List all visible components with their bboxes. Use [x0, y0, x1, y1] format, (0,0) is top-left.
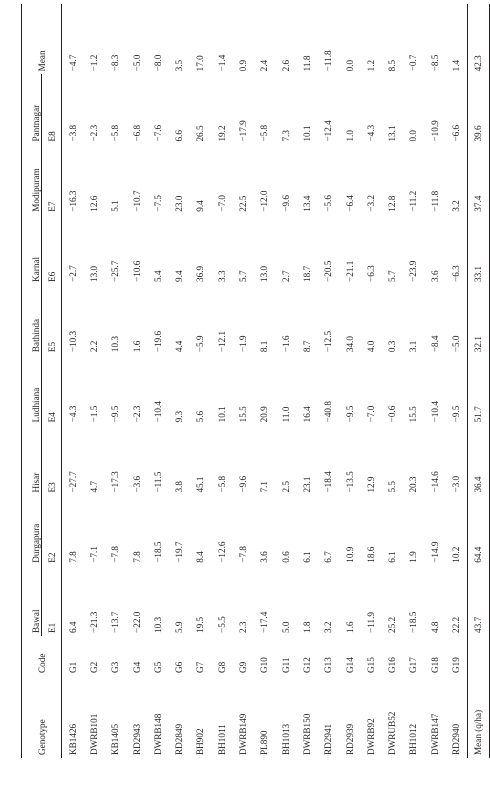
value-cell: −14.6 [429, 471, 440, 493]
value-cell: 16.4 [301, 406, 312, 423]
environment-header: E8 [46, 131, 57, 142]
code-cell: G2 [88, 661, 99, 673]
value-cell: −12.0 [259, 190, 270, 212]
value-cell: −18.5 [152, 541, 163, 563]
value-cell: −27.7 [67, 471, 78, 493]
value-cell: 5.0 [280, 621, 291, 633]
mean-cell: 1.4 [450, 59, 461, 72]
value-cell: 34.0 [344, 336, 355, 353]
value-cell: −2.7 [67, 265, 78, 282]
table-row [168, 4, 189, 758]
mean-row-value: 64.4 [473, 546, 484, 563]
value-cell: −8.4 [429, 335, 440, 353]
value-cell: −2.3 [131, 405, 142, 423]
value-cell: −7.1 [88, 546, 99, 563]
mean-row-value: 33.1 [473, 265, 484, 282]
mean-row-value: 51.7 [473, 406, 484, 423]
value-cell: 2.7 [280, 270, 291, 282]
environment-header: E2 [46, 552, 57, 563]
mean-cell: 1.2 [365, 59, 376, 72]
value-cell: 1.0 [344, 130, 355, 142]
value-cell: 6.6 [174, 130, 185, 142]
environment-header: E1 [46, 622, 57, 633]
value-cell: −7.5 [152, 195, 163, 212]
value-cell: 0.0 [408, 130, 419, 142]
value-cell: 8.7 [301, 340, 312, 353]
mean-cell: 0.0 [344, 59, 355, 72]
table-row [275, 4, 296, 758]
location-header: Ludhiana [22, 355, 42, 425]
value-cell: 20.3 [408, 476, 419, 493]
code-cell: G10 [259, 657, 270, 673]
value-cell: 12.6 [88, 195, 99, 212]
value-cell: −5.8 [216, 475, 227, 493]
value-cell: −10.9 [429, 120, 440, 142]
mean-row-value: 36.4 [473, 476, 484, 493]
value-cell: 1.6 [131, 340, 142, 353]
mean-row-label: Mean (q/ha) [473, 709, 484, 755]
location-header: Bathinda [22, 285, 42, 355]
location-header: Durgapura [22, 496, 42, 566]
value-cell: −3.6 [131, 475, 142, 493]
value-cell: −17.3 [110, 471, 121, 493]
value-cell: −11.8 [429, 190, 440, 212]
mean-cell: −0.7 [408, 54, 419, 72]
mean-row-value: 37.4 [473, 195, 484, 212]
value-cell: 5.4 [152, 270, 163, 282]
value-cell: −13.7 [110, 611, 121, 633]
value-cell: 2.5 [280, 481, 291, 493]
value-cell: 3.6 [259, 551, 270, 563]
table-row [190, 4, 211, 758]
table-row [296, 4, 317, 758]
table-row [445, 4, 467, 758]
mean-cell: 2.6 [280, 59, 291, 72]
value-cell: −7.8 [238, 546, 249, 563]
code-cell: G5 [152, 661, 163, 673]
mean-cell: −5.0 [131, 54, 142, 72]
value-cell: −5.0 [450, 335, 461, 353]
value-cell: 13.0 [259, 265, 270, 282]
genotype-cell: DWRUB52 [387, 711, 398, 755]
value-cell: 6.1 [387, 551, 398, 563]
value-cell: 3.8 [174, 481, 185, 493]
value-cell: −1.9 [238, 335, 249, 353]
table-row [403, 4, 424, 758]
value-cell: −5.5 [216, 616, 227, 633]
value-cell: −18.4 [323, 471, 334, 493]
value-cell: −17.9 [238, 120, 249, 142]
genotype-cell: RD2941 [323, 723, 334, 755]
value-cell: 5.9 [174, 621, 185, 633]
code-cell: G4 [131, 661, 142, 673]
location-header: Modipuram [22, 145, 42, 215]
value-cell: 9.4 [174, 270, 185, 282]
genotype-cell: RD2939 [344, 723, 355, 755]
genotype-cell: DWRB150 [301, 713, 312, 755]
value-cell: −19.6 [152, 330, 163, 353]
value-cell: −10.6 [131, 260, 142, 282]
value-cell: −23.9 [408, 260, 419, 282]
genotype-cell: RD2940 [450, 723, 461, 755]
mean-cell: 11.8 [301, 55, 312, 72]
value-cell: −10.4 [152, 401, 163, 423]
table-row [126, 4, 147, 758]
value-cell: 36.9 [195, 265, 206, 282]
value-cell: −5.8 [110, 124, 121, 142]
value-cell: 10.1 [216, 406, 227, 423]
table-row [318, 4, 339, 758]
value-cell: −9.6 [280, 195, 291, 212]
value-cell: −18.5 [408, 611, 419, 633]
value-cell: −21.1 [344, 260, 355, 282]
value-cell: −11.5 [152, 471, 163, 493]
value-cell: 12.9 [365, 476, 376, 493]
value-cell: 26.5 [195, 125, 206, 142]
value-cell: −10.7 [131, 190, 142, 212]
table-body [62, 4, 490, 758]
genotype-environment-table [21, 4, 490, 758]
value-cell: −12.5 [323, 330, 334, 353]
mean-cell: 2.4 [259, 59, 270, 72]
value-cell: 13.4 [301, 195, 312, 212]
value-cell: 5.1 [110, 200, 121, 212]
mean-header: Mean [36, 50, 47, 72]
value-cell: −12.1 [216, 330, 227, 353]
value-cell: 4.4 [174, 340, 185, 353]
genotype-header: Genotype [36, 719, 47, 755]
code-cell: G18 [429, 657, 440, 673]
value-cell: −3.2 [365, 195, 376, 212]
value-cell: 19.2 [216, 125, 227, 142]
genotype-cell: BH1012 [408, 723, 419, 755]
code-cell: G15 [365, 657, 376, 673]
value-cell: 18.6 [365, 546, 376, 563]
value-cell: 1.8 [301, 621, 312, 633]
value-cell: −7.0 [365, 405, 376, 423]
value-cell: −17.4 [259, 611, 270, 633]
table-header [22, 4, 62, 758]
genotype-cell: PL890 [259, 730, 270, 755]
code-cell: G9 [238, 661, 249, 673]
value-cell: 3.1 [408, 340, 419, 353]
mean-cell: −8.3 [110, 54, 121, 72]
environment-header: E5 [46, 341, 57, 353]
value-cell: −5.8 [259, 124, 270, 142]
value-cell: 5.7 [387, 270, 398, 282]
mean-cell: 0.9 [238, 59, 249, 72]
location-header: Hisar [22, 425, 42, 495]
value-cell: −21.3 [88, 611, 99, 633]
value-cell: −19.7 [174, 541, 185, 563]
value-cell: 1.6 [344, 621, 355, 633]
value-cell: 7.8 [131, 551, 142, 563]
value-cell: 23.0 [174, 195, 185, 212]
value-cell: 8.1 [259, 340, 270, 353]
value-cell: 20.9 [259, 406, 270, 423]
value-cell: 4.8 [429, 621, 440, 633]
value-cell: −12.4 [323, 120, 334, 142]
code-cell: G11 [280, 657, 291, 673]
value-cell: 6.4 [67, 621, 78, 633]
genotype-cell: DWRB101 [88, 713, 99, 755]
environment-header: E4 [46, 412, 57, 423]
value-cell: 7.8 [67, 551, 78, 563]
value-cell: 15.5 [408, 406, 419, 423]
value-cell: −7.6 [152, 124, 163, 142]
value-cell: 11.0 [280, 406, 291, 423]
table-row [105, 4, 126, 758]
value-cell: −25.7 [110, 260, 121, 282]
value-cell: 5.5 [387, 481, 398, 493]
value-cell: 10.9 [344, 546, 355, 563]
value-cell: −0.6 [387, 405, 398, 423]
value-cell: −1.6 [280, 335, 291, 353]
table-row [424, 4, 445, 758]
mean-cell: −1.4 [216, 54, 227, 72]
genotype-cell: RD2849 [174, 723, 185, 755]
value-cell: −6.8 [131, 124, 142, 142]
value-cell: −7.0 [216, 195, 227, 212]
value-cell: −5.9 [195, 335, 206, 353]
value-cell: −9.6 [238, 475, 249, 493]
code-cell: G8 [216, 661, 227, 673]
mean-cell: 8.5 [387, 59, 398, 72]
value-cell: 6.7 [323, 551, 334, 563]
value-cell: 4.7 [88, 481, 99, 493]
value-cell: −14.9 [429, 541, 440, 563]
location-header: Pantnagar [22, 74, 42, 144]
table-row [62, 4, 84, 758]
value-cell: −5.6 [323, 195, 334, 212]
value-cell: 19.5 [195, 616, 206, 633]
value-cell: −4.3 [67, 405, 78, 423]
mean-cell: −1.2 [88, 54, 99, 72]
value-cell: 23.1 [301, 476, 312, 493]
value-cell: 15.5 [238, 406, 249, 423]
value-cell: 7.3 [280, 130, 291, 142]
value-cell: −20.5 [323, 260, 334, 282]
value-cell: −12.6 [216, 541, 227, 563]
value-cell: −10.3 [67, 330, 78, 353]
value-cell: −7.8 [110, 546, 121, 563]
table-row [147, 4, 168, 758]
genotype-cell: DWRB148 [152, 713, 163, 755]
table-row [211, 4, 232, 758]
value-cell: 13.0 [88, 265, 99, 282]
genotype-cell: KB1426 [67, 723, 78, 755]
value-cell: 12.8 [387, 195, 398, 212]
value-cell: 3.2 [450, 200, 461, 212]
genotype-cell: DWRB92 [365, 718, 376, 755]
value-cell: −9.5 [344, 405, 355, 423]
value-cell: 1.9 [408, 551, 419, 563]
value-cell: −9.5 [450, 405, 461, 423]
table-row [339, 4, 360, 758]
code-cell: G13 [323, 657, 334, 673]
mean-cell: −11.8 [323, 50, 334, 72]
environment-header: E3 [46, 482, 57, 493]
genotype-cell: RD2943 [131, 723, 142, 755]
table-row [381, 4, 402, 758]
value-cell: −6.6 [450, 124, 461, 142]
value-cell: −40.8 [323, 401, 334, 423]
value-cell: −3.0 [450, 475, 461, 493]
value-cell: −3.8 [67, 124, 78, 142]
value-cell: −11.9 [365, 612, 376, 633]
value-cell: 18.7 [301, 265, 312, 282]
code-cell: G6 [174, 661, 185, 673]
mean-cell: −8.0 [152, 54, 163, 72]
mean-row [467, 4, 489, 758]
location-header: Bawal [22, 566, 42, 636]
table-row [254, 4, 275, 758]
value-cell: 3.3 [216, 270, 227, 282]
value-cell: 0.6 [280, 551, 291, 563]
environment-header: E6 [46, 271, 57, 282]
value-cell: 45.1 [195, 476, 206, 493]
code-cell: G3 [110, 661, 121, 673]
value-cell: 10.1 [301, 125, 312, 142]
value-cell: 10.3 [152, 616, 163, 633]
mean-row-value: 39.6 [473, 125, 484, 142]
value-cell: 4.0 [365, 340, 376, 353]
genotype-cell: KB1405 [110, 723, 121, 755]
value-cell: 3.6 [429, 270, 440, 282]
table-row [360, 4, 381, 758]
value-cell: 13.1 [387, 125, 398, 142]
value-cell: 9.3 [174, 410, 185, 423]
code-cell: G14 [344, 657, 355, 673]
mean-row-value: 32.1 [473, 336, 484, 353]
value-cell: 5.6 [195, 410, 206, 423]
value-cell: 25.2 [387, 616, 398, 633]
value-cell: −2.3 [88, 124, 99, 142]
mean-cell: 3.5 [174, 59, 185, 72]
environment-header: E7 [46, 201, 57, 212]
code-cell: G7 [195, 661, 206, 673]
value-cell: −6.3 [365, 265, 376, 282]
genotype-cell: DWRB149 [238, 713, 249, 755]
code-cell: G17 [408, 657, 419, 673]
code-cell: G1 [67, 661, 78, 673]
location-header: Karnal [22, 215, 42, 285]
mean-row-value: 43.7 [473, 616, 484, 633]
mean-cell: −8.5 [429, 54, 440, 72]
value-cell: 9.4 [195, 200, 206, 212]
value-cell: 7.1 [259, 481, 270, 493]
genotype-cell: BH902 [195, 728, 206, 755]
value-cell: −4.3 [365, 124, 376, 142]
genotype-cell: BH1013 [280, 723, 291, 755]
mean-cell: 17.0 [195, 55, 206, 72]
value-cell: 10.2 [450, 546, 461, 563]
mean-cell: −4.7 [67, 54, 78, 72]
value-cell: −22.0 [131, 611, 142, 633]
value-cell: 3.2 [323, 621, 334, 633]
value-cell: 8.4 [195, 551, 206, 563]
value-cell: −16.3 [67, 190, 78, 212]
value-cell: −13.5 [344, 471, 355, 493]
code-cell: G16 [387, 657, 398, 673]
genotype-cell: DWRB147 [429, 713, 440, 755]
value-cell: 22.5 [238, 195, 249, 212]
value-cell: −6.3 [450, 265, 461, 282]
value-cell: 22.2 [450, 616, 461, 633]
code-cell: G12 [301, 657, 312, 673]
value-cell: −11.2 [408, 190, 419, 212]
table-row [83, 4, 104, 758]
genotype-cell: BH1011 [216, 724, 227, 755]
value-cell: 2.2 [88, 340, 99, 353]
value-cell: 2.3 [238, 621, 249, 633]
value-cell: −9.5 [110, 405, 121, 423]
grand-mean-cell: 42.3 [473, 55, 484, 72]
code-header: Code [36, 653, 47, 673]
value-cell: −10.4 [429, 401, 440, 423]
value-cell: 6.1 [301, 551, 312, 563]
value-cell: 5.7 [238, 270, 249, 282]
code-cell: G19 [450, 657, 461, 673]
value-cell: −6.4 [344, 195, 355, 212]
value-cell: 10.3 [110, 336, 121, 353]
value-cell: 0.3 [387, 340, 398, 353]
value-cell: −1.5 [88, 405, 99, 423]
table-row [232, 4, 253, 758]
